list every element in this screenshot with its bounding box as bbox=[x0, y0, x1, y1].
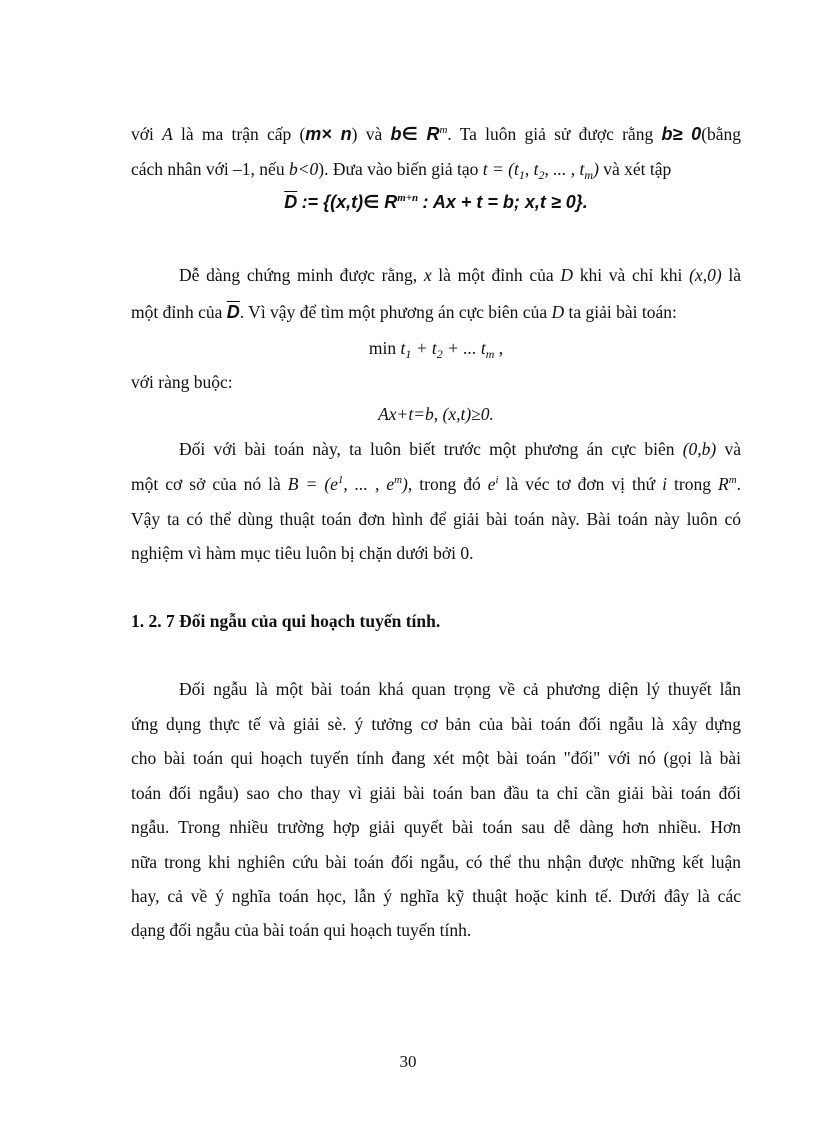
text: là véc tơ đơn vị thứ bbox=[505, 474, 656, 494]
math-expr: B = (e bbox=[287, 474, 338, 494]
math-var: $\overline{D}$ bbox=[226, 302, 240, 322]
math-var: b<0 bbox=[288, 159, 319, 179]
constraint-formula: Ax+t=b, (x,t)≥0. bbox=[378, 404, 494, 424]
para4-line: ứng dụng thực tế và giải sè. ý tưởng cơ bản của bài toán đối ngẫu là xây dựng bbox=[131, 714, 741, 734]
math-sub: m bbox=[584, 168, 594, 182]
math-expr: : Ax + t = b; x,t ≥ 0}. bbox=[422, 192, 588, 212]
para1-line1 bbox=[131, 124, 741, 145]
math-expr: (x,0) bbox=[689, 265, 722, 285]
math-var: e bbox=[487, 474, 496, 494]
math-sub: 1 bbox=[405, 347, 412, 361]
math-sup: m+n bbox=[397, 192, 419, 204]
math-var: i bbox=[662, 474, 668, 494]
para1-line2 bbox=[131, 159, 741, 183]
objective-line bbox=[131, 338, 741, 362]
text: và xét tập bbox=[603, 159, 672, 179]
math-expr: , t bbox=[524, 159, 539, 179]
text: trong bbox=[674, 474, 711, 494]
para4-line: dạng đối ngẫu của bài toán qui hoạch tuyến tính. bbox=[131, 920, 472, 940]
math-expr: (0,b) bbox=[682, 439, 717, 459]
math-sub: 2 bbox=[436, 347, 443, 361]
math-var: x bbox=[423, 265, 432, 285]
math-expr: ) bbox=[593, 159, 599, 179]
para3-line2 bbox=[131, 474, 741, 495]
math-var: D bbox=[551, 302, 565, 322]
text: (bằng bbox=[701, 124, 742, 144]
math-sup: 1 bbox=[337, 474, 344, 486]
math-expr: ), bbox=[402, 474, 413, 494]
para3-line1 bbox=[131, 439, 741, 460]
text: Dễ dàng chứng minh được rằng, bbox=[179, 265, 418, 285]
text: là ma trận cấp ( bbox=[181, 124, 306, 144]
math-var: A bbox=[162, 124, 173, 144]
math-expr: , ... , e bbox=[343, 474, 395, 494]
math-sup: m bbox=[439, 124, 448, 136]
text: ta giải bài toán: bbox=[568, 302, 677, 322]
math-sub: 1 bbox=[518, 168, 525, 182]
constraint-label: với ràng buộc: bbox=[131, 372, 233, 392]
para4-line: hay, cả về ý nghĩa toán học, lẫn ý nghĩa kỹ thuật hoặc kinh tế. Dưới đây là các bbox=[131, 886, 741, 906]
para2-line1 bbox=[131, 265, 741, 286]
para3-line4: nghiệm vì hàm mục tiêu luôn bị chặn dưới bởi 0. bbox=[131, 543, 474, 563]
para3-line3: Vậy ta có thể dùng thuật toán đơn hình để giải bài toán này. Bài toán này luôn có bbox=[131, 509, 741, 529]
math-var: R bbox=[718, 474, 729, 494]
para4-line: nữa trong khi nghiên cứu bài toán đối ngẫu, có thể thu nhận được những kết luận bbox=[131, 852, 741, 872]
math-var: D bbox=[560, 265, 573, 285]
section-heading: 1. 2. 7 Đối ngẫu của qui hoạch tuyến tính. bbox=[131, 611, 441, 631]
text: với bbox=[131, 124, 154, 144]
math-sup: m bbox=[394, 474, 403, 486]
math-sup: i bbox=[495, 474, 499, 486]
text: khi và chỉ khi bbox=[579, 265, 683, 285]
text: . bbox=[736, 474, 742, 494]
math-sup: m bbox=[728, 474, 737, 486]
math-var: t bbox=[400, 338, 406, 358]
text: và bbox=[724, 439, 741, 459]
math-expr: b≥ 0 bbox=[661, 124, 702, 144]
math-expr: := {(x,t)∈ R bbox=[301, 192, 398, 212]
math-sub: m bbox=[485, 347, 495, 361]
para4-line: ngẫu. Trong nhiều trường hợp giải quyết bài toán sau dễ dàng hơn nhiều. Hơn bbox=[131, 817, 741, 837]
para4-line: toán đối ngẫu) sao cho thay vì giải bài toán ban đầu ta chỉ cần giải bài toán đối bbox=[131, 783, 741, 803]
text: trong đó bbox=[419, 474, 481, 494]
math-expr: b∈ R bbox=[390, 124, 440, 144]
text: là một đỉnh của bbox=[438, 265, 554, 285]
math-expr: m× n bbox=[305, 124, 352, 144]
text: , bbox=[498, 338, 504, 358]
math-expr: t = (t bbox=[482, 159, 519, 179]
formula-dbar bbox=[131, 192, 741, 213]
math-var: $\overline{D}$ bbox=[284, 192, 298, 212]
text: . Vì vậy để tìm một phương án cực biên của bbox=[239, 302, 548, 322]
math-expr: + t bbox=[415, 338, 437, 358]
text: một cơ sở của nó là bbox=[131, 474, 281, 494]
text: ). Đưa vào biến giả tạo bbox=[318, 159, 479, 179]
text: một đỉnh của bbox=[131, 302, 223, 322]
para2-line2 bbox=[131, 302, 741, 323]
text: là bbox=[728, 265, 742, 285]
page-number: 30 bbox=[399, 1052, 417, 1071]
text: cách nhân với –1, nếu bbox=[131, 159, 285, 179]
para4-line: cho bài toán qui hoạch tuyến tính đang xét một bài toán "đối" với nó (gọi là bài bbox=[131, 748, 741, 768]
text: . Ta luôn giả sử được rằng bbox=[447, 124, 654, 144]
math-expr: + ... t bbox=[447, 338, 486, 358]
text: min bbox=[368, 338, 397, 358]
math-expr: , ... , t bbox=[544, 159, 585, 179]
math-sub: 2 bbox=[538, 168, 545, 182]
text: Đối với bài toán này, ta luôn biết trước một phương án cực biên bbox=[179, 439, 675, 459]
text: ) và bbox=[351, 124, 383, 144]
para4-line: Đối ngẫu là một bài toán khá quan trọng về cả phương diện lý thuyết lẫn bbox=[179, 679, 741, 699]
